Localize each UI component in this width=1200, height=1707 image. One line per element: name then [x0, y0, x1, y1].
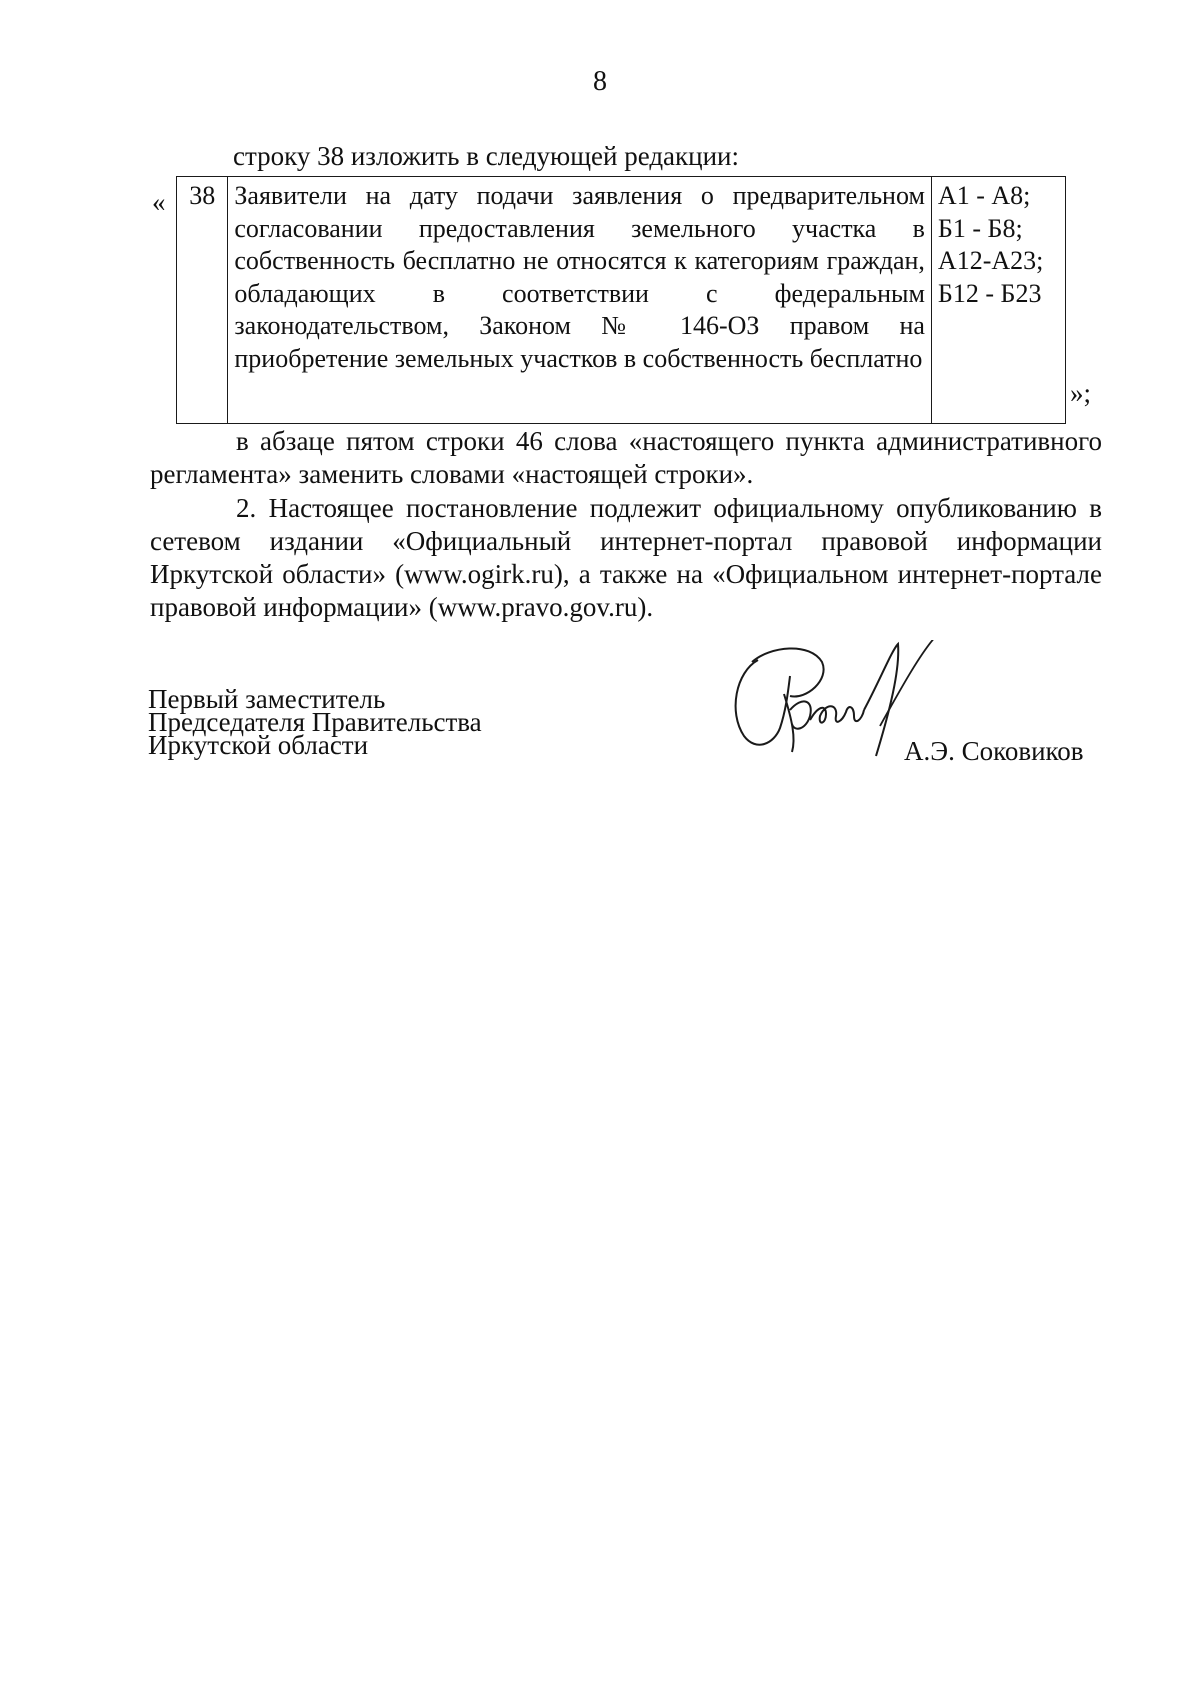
row-codes-cell — [931, 177, 1065, 424]
page-number: 8 — [593, 66, 607, 97]
intro-text: строку 38 изложить в следующей редакции: — [233, 141, 740, 171]
closing-quote: »; — [1070, 378, 1092, 408]
code-line: Б12 - Б23 — [937, 278, 1042, 308]
code-line: А12-А23; — [937, 246, 1044, 275]
paragraph-text: 2. Настоящее постановление подлежит официальному опубликованию в сетевом издании «Официальный интернет-портал правовой информации Иркутской области» (www.ogirk.ru), а также на «Официальном интернет-портале правовой информации» (www.pravo.gov.ru). — [150, 493, 1102, 622]
table-row — [177, 177, 1066, 424]
signatory-title-line: Председателя Правительства — [148, 707, 482, 737]
signatory-title — [148, 684, 482, 760]
opening-quote: « — [152, 187, 166, 217]
code-line: А1 - А8; — [937, 181, 1031, 210]
amended-row-table — [176, 176, 1066, 424]
code-line: Б1 - Б8; — [937, 213, 1023, 243]
signatory-title-line: Иркутской области — [148, 730, 369, 760]
signatory-name: А.Э. Соковиков — [904, 736, 1084, 766]
paragraph-text: в абзаце пятом строки 46 слова «настоящего пункта административного регламента» заменить словами «настоящей строки». — [150, 426, 1102, 489]
signatory-title-line: Первый заместитель — [148, 684, 386, 714]
paragraph-amendment-46 — [150, 425, 1102, 491]
row-text-cell: Заявители на дату подачи заявления о предварительном согласовании предоставления земельного участка в собственность бесплатно не относятся к категориям граждан, обладающих в соответствии с федеральным законодательством, Законом № 146-ОЗ правом на приобретение земельных участков в собственность бесплатно — [228, 177, 932, 424]
paragraph-publication — [150, 492, 1102, 624]
row-number-cell: 38 — [177, 177, 228, 424]
